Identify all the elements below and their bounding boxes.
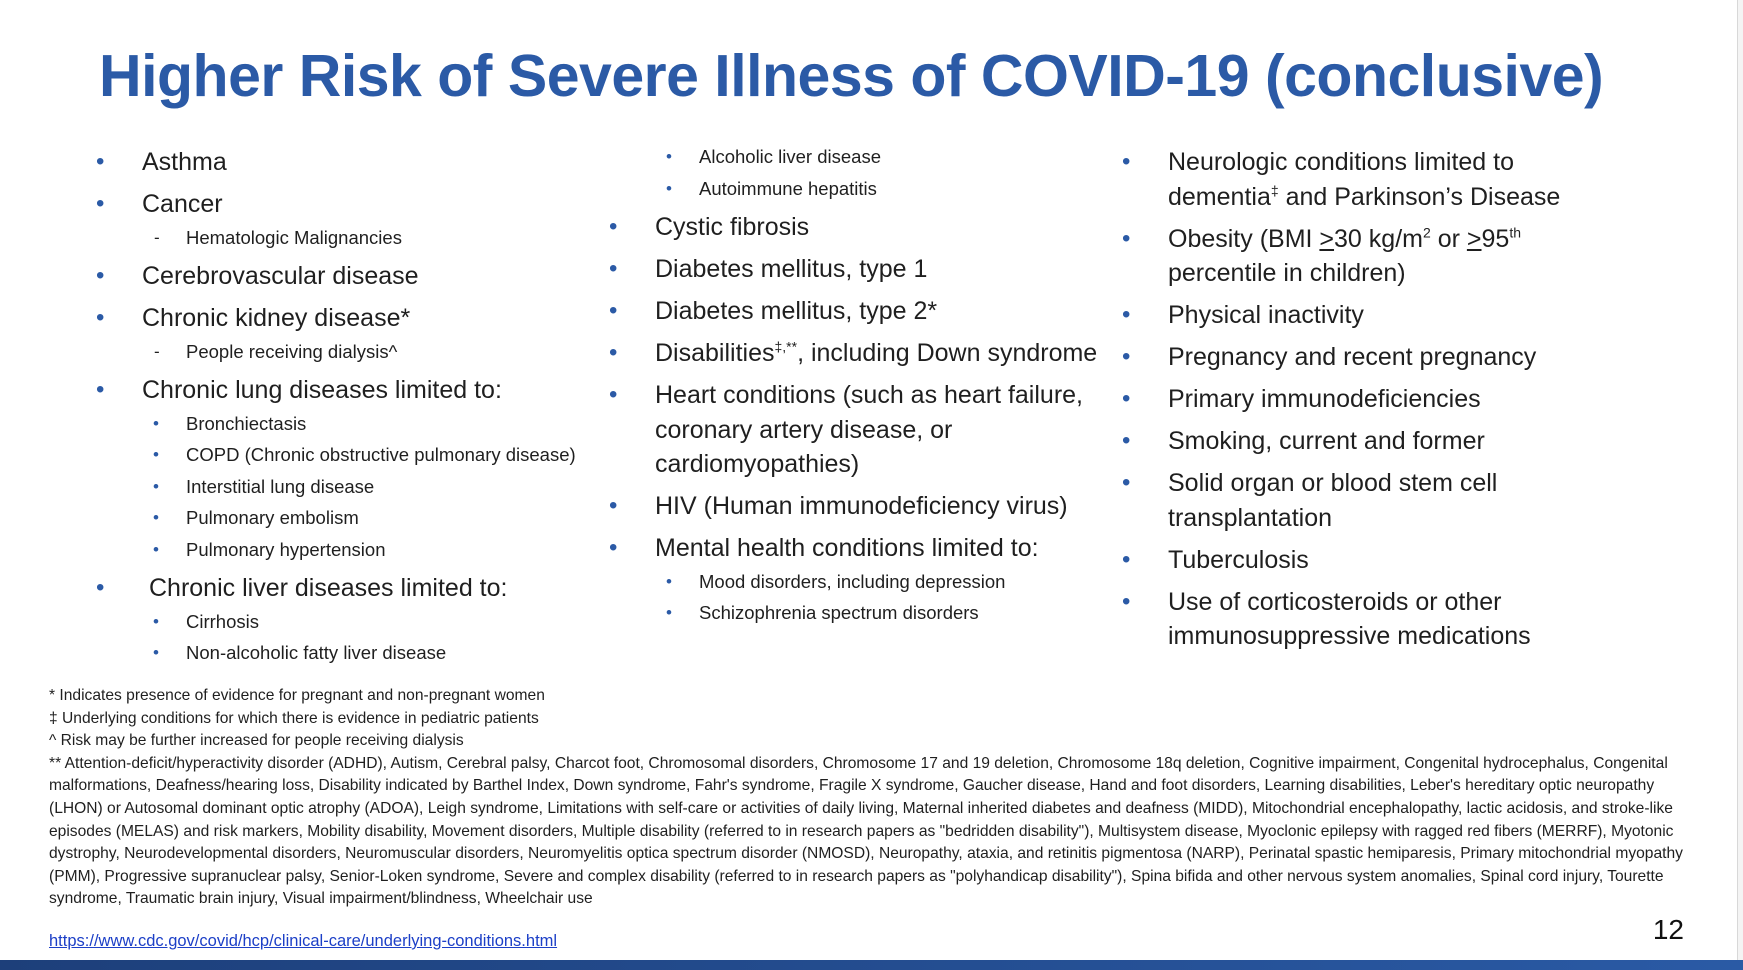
sub-item: • Schizophrenia spectrum disorders [609, 597, 1124, 629]
footnote: ** Attention-deficit/hyperactivity disorder (ADHD), Autism, Cerebral palsy, Charcot foot, Chromosomal disorders, Chromosome 17 and 19 deletion, Chromosome 18q deletion, Cognitive impairment, Congenital hydrocephalus, Congenital malformations, Deafness/hearing loss, Disability indicated by Barthel Index, Down syndrome, Fahr's syndrome, Fragile X syndrome, Gaucher disease, Hand and foot disorders, Learning disabilities, Leber's hereditary optic neuropathy (LHON) or Autosomal dominant optic atrophy (ADOA), Leigh syndrome, Limitations with self-care or activities of daily living, Maternal inherited diabetes and deafness (MIDD), Mitochondrial encephalopathy, lactic acidosis, and stroke-like episodes (MELAS) and risk markers, Mobility disability, Movement disorders, Multiple disability (referred to in research papers as "bedridden disability"), Multisystem disease, Myoclonic epilepsy with ragged red fibers (MERRF), Myotonic dystrophy, Neurodevelopmental disorders, Neuromuscular disorders, Neuromyelitis optica spectrum disorder (NMOSD), Neuropathy, ataxia, and retinitis pigmentosa (NARP), Perinatal spastic hemiparesis, Primary mitochondrial myopathy (PMM), Progressive supranuclear palsy, Senior-Loken syndrome, Severe and complex disability (referred to in research papers as "polyhandicap disability"), Spina bifida and other nervous system anomalies, Spinal cord injury, Tourette syndrome, Traumatic brain injury, Visual impairment/blindness, Wheelchair use [49, 754, 1683, 908]
list-item-disabilities: • Disabilities‡,**, including Down syndrome [609, 336, 1124, 371]
list-item: • Asthma [96, 145, 616, 180]
footnote: ‡ Underlying conditions for which there is evidence in pediatric patients [49, 709, 539, 727]
list-item-obesity: • Obesity (BMI >30 $kg/m^2$ or >95th percentile in children) [1122, 222, 1572, 291]
list-item: • Tuberculosis [1122, 543, 1572, 578]
list-item: • Smoking, current and former [1122, 424, 1572, 459]
sub-item: - People receiving dialysis^ [96, 336, 616, 368]
list-item: • Use of corticosteroids or other immunosuppressive medications [1122, 585, 1572, 654]
sub-item: - Hematologic Malignancies [96, 222, 616, 254]
column-2 [609, 141, 1124, 629]
list-item: • HIV (Human immunodeficiency virus) [609, 489, 1124, 524]
sub-item: • Pulmonary embolism [96, 502, 616, 534]
column-1 [96, 145, 616, 669]
slide-title: Higher Risk of Severe Illness of COVID-19 (conclusive) [99, 43, 1604, 109]
list-item: • Chronic kidney disease* [96, 301, 616, 336]
sub-item: • Bronchiectasis [96, 408, 616, 440]
list-item: • Diabetes mellitus, type 2* [609, 294, 1124, 329]
list-item: • Cancer [96, 187, 616, 222]
list-item: • Cerebrovascular disease [96, 259, 616, 294]
page-number: 12 [1652, 914, 1684, 945]
sub-item: • COPD (Chronic obstructive pulmonary disease) [96, 439, 616, 471]
window-edge [1737, 0, 1743, 960]
list-item-neurologic: • Neurologic conditions limited to dementia‡ and Parkinson’s Disease [1122, 145, 1572, 214]
list-item: • Heart conditions (such as heart failure, coronary artery disease, or cardiomyopathies) [609, 378, 1124, 482]
list-item: • Pregnancy and recent pregnancy [1122, 340, 1572, 375]
sub-item: • Mood disorders, including depression [609, 566, 1124, 598]
sub-item: • Cirrhosis [96, 606, 616, 638]
source-link[interactable]: https://www.cdc.gov/covid/hcp/clinical-care/underlying-conditions.html [49, 932, 558, 950]
footnotes [49, 685, 1689, 911]
column-3 [1122, 145, 1572, 661]
sub-item: • Pulmonary hypertension [96, 534, 616, 566]
list-item: • Physical inactivity [1122, 298, 1572, 333]
list-item: • Solid organ or blood stem cell transplantation [1122, 466, 1572, 535]
sub-item: • Autoimmune hepatitis [609, 173, 1124, 205]
sub-item: • Non-alcoholic fatty liver disease [96, 637, 616, 669]
list-item: • Chronic lung diseases limited to: [96, 373, 616, 408]
bottom-bar [0, 960, 1743, 970]
footnote: ^ Risk may be further increased for people receiving dialysis [49, 732, 464, 750]
list-item: • Cystic fibrosis [609, 210, 1124, 245]
list-item: • Diabetes mellitus, type 1 [609, 252, 1124, 287]
list-item: • Primary immunodeficiencies [1122, 382, 1572, 417]
list-item: • Mental health conditions limited to: [609, 531, 1124, 566]
sub-item: • Interstitial lung disease [96, 471, 616, 503]
sub-item: • Alcoholic liver disease [609, 141, 1124, 173]
list-item: • Chronic liver diseases limited to: [96, 571, 616, 606]
footnote: * Indicates presence of evidence for pregnant and non-pregnant women [49, 687, 545, 704]
